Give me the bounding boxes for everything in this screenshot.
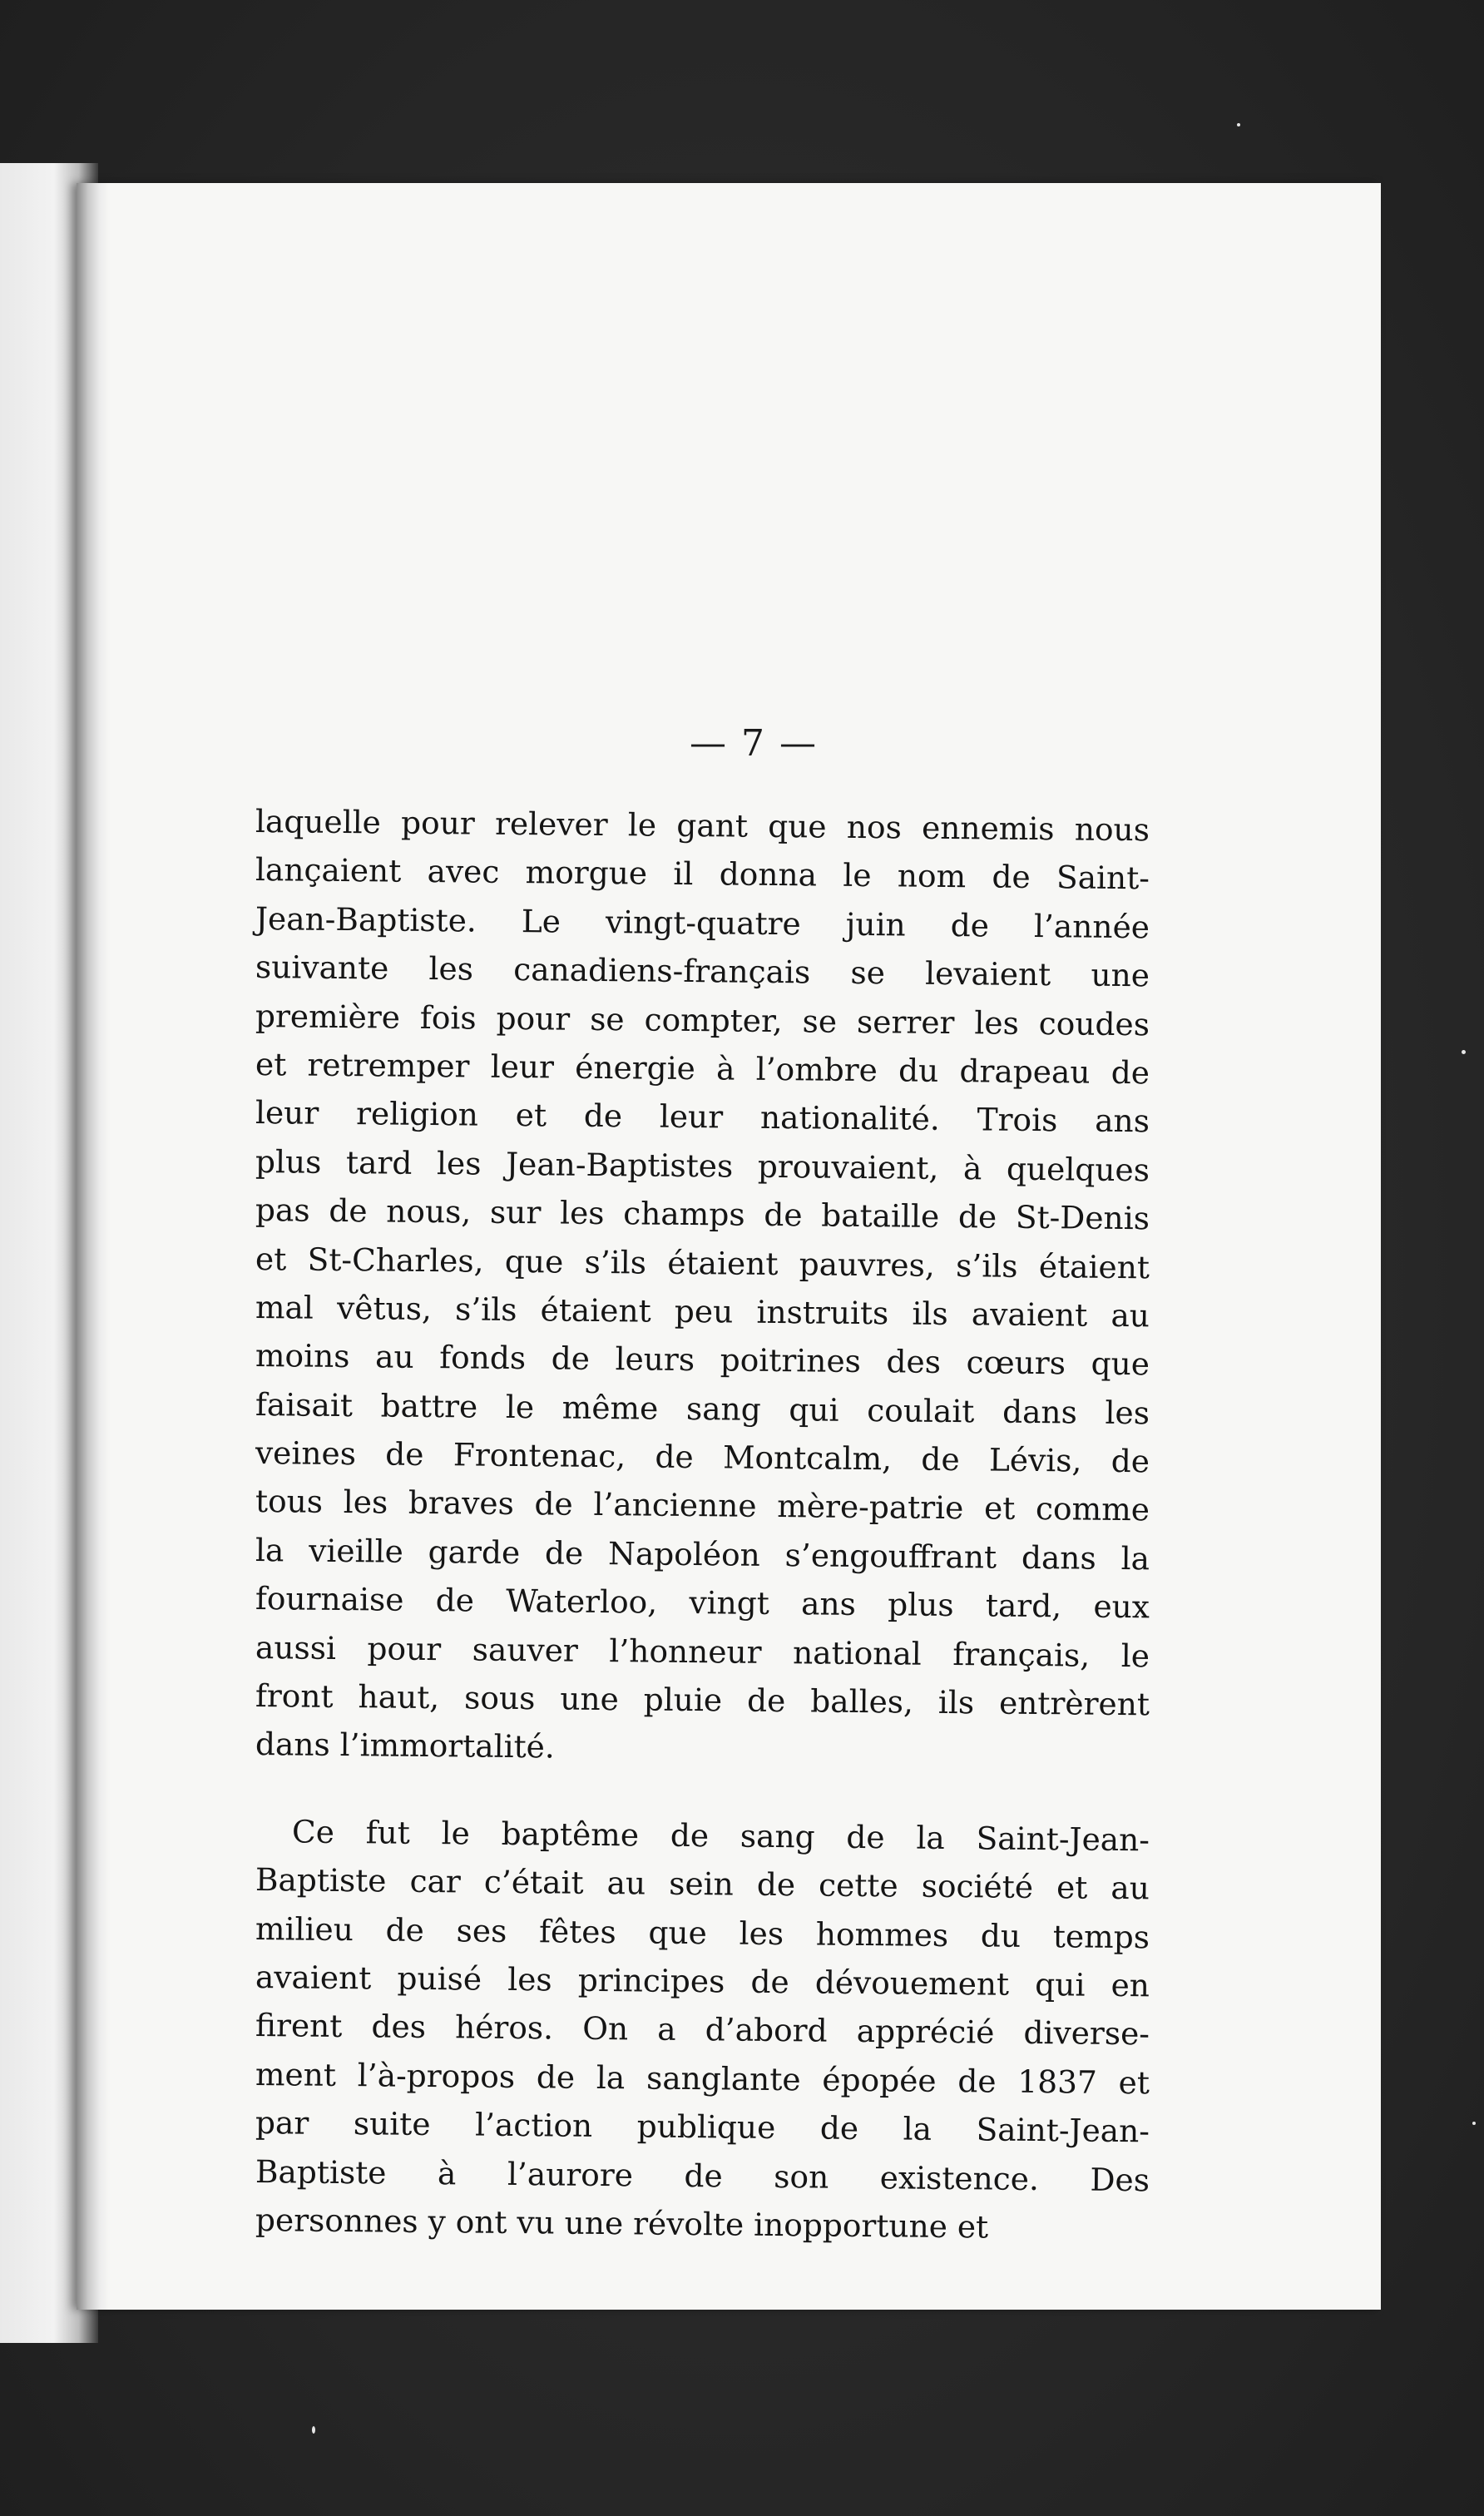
scan-speck xyxy=(1472,2122,1476,2125)
text-line: faisait battre le même sang qui coulait dans les xyxy=(255,1385,1150,1432)
text-line: avaient puisé les principes de dévouement qui en xyxy=(255,1958,1150,2004)
text-line: lançaient avec morgue il donna le nom de Saint- xyxy=(255,851,1150,897)
text-line: Baptiste à l’aurore de son existence. Des xyxy=(255,2152,1150,2198)
text-line: personnes y ont vu une révolte inopportune et xyxy=(255,2201,989,2246)
text-line: moins au fonds de leurs poitrines des cœurs que xyxy=(255,1337,1150,1383)
text-line: milieu de ses fêtes que les hommes du temps xyxy=(255,1909,1150,1955)
text-line: veines de Frontenac, de Montcalm, de Lévis, de xyxy=(255,1434,1150,1480)
body-text xyxy=(255,797,1150,2244)
text-line: laquelle pour relever le gant que nos ennemis nous xyxy=(255,803,1150,849)
text-line: firent des héros. On a d’abord apprécié diverse- xyxy=(255,2007,1150,2053)
text-line: aussi pour sauver l’honneur national français, le xyxy=(255,1628,1150,1674)
text-line: dans l’immortalité. xyxy=(255,1726,556,1766)
page-gutter-shadow xyxy=(77,183,110,2310)
text-line: première fois pour se compter, se serrer les coudes xyxy=(255,997,1150,1043)
text-line: tous les braves de l’ancienne mère-patrie et comme xyxy=(255,1483,1150,1528)
text-line: suivante les canadiens-français se levaient une xyxy=(255,948,1150,994)
scan-speck xyxy=(1237,123,1240,126)
text-line: ment l’à-propos de la sanglante épopée de 1837 et xyxy=(255,2055,1150,2102)
text-line: Jean-Baptiste. Le vingt-quatre juin de l’année xyxy=(255,899,1150,946)
text-line: plus tard les Jean-Baptistes prouvaient, à quelques xyxy=(255,1142,1150,1189)
text-line: par suite l’action publique de la Saint-Jean- xyxy=(255,2104,1150,2150)
text-line: mal vêtus, s’ils étaient peu instruits ils avaient au xyxy=(255,1288,1150,1335)
book-page xyxy=(77,183,1381,2310)
scan-speck xyxy=(1462,1050,1466,1054)
text-line: leur religion et de leur nationalité. Trois ans xyxy=(255,1094,1150,1140)
text-line: Baptiste car c’était au sein de cette société et au xyxy=(255,1861,1150,1907)
text-line: fournaise de Waterloo, vingt ans plus tard, eux xyxy=(255,1580,1150,1626)
text-line: la vieille garde de Napoléon s’engouffrant dans la xyxy=(255,1531,1150,1577)
text-line: et St-Charles, que s’ils étaient pauvres, s’ils étaient xyxy=(255,1240,1150,1285)
scan-speck xyxy=(312,2426,315,2434)
text-line: pas de nous, sur les champs de bataille de St-Denis xyxy=(255,1191,1150,1237)
text-line: Ce fut le baptême de sang de la Saint-Jean- xyxy=(291,1813,1150,1859)
text-line: front haut, sous une pluie de balles, ils entrèrent xyxy=(255,1677,1150,1723)
text-line: et retremper leur énergie à l’ombre du drapeau de xyxy=(255,1045,1150,1092)
page-number: — 7 — xyxy=(690,722,818,765)
